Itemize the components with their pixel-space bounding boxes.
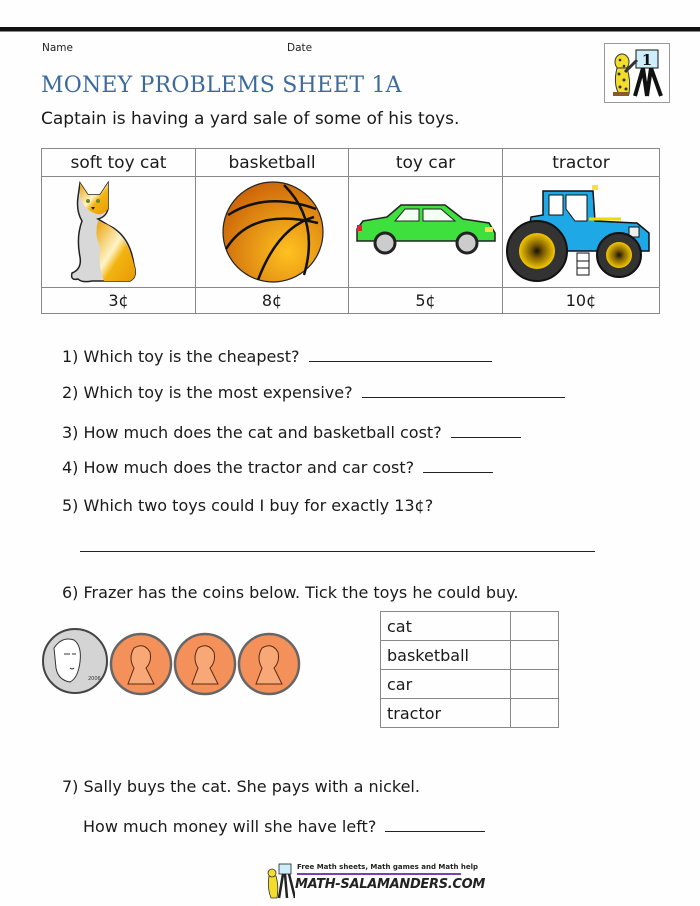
tick-row-label: car <box>381 670 511 699</box>
date-label: Date <box>287 42 313 54</box>
question-7-followup <box>83 817 485 836</box>
question-text: How much money will she have left? <box>83 817 377 836</box>
toy-name-cell: basketball <box>196 149 349 177</box>
tractor-icon <box>503 177 660 287</box>
penny-coin-icon <box>175 634 235 694</box>
question-6 <box>62 583 518 602</box>
tick-row <box>381 612 559 641</box>
question-4 <box>62 458 493 477</box>
question-5 <box>62 496 433 515</box>
tick-row-label: basketball <box>381 641 511 670</box>
question-text: Frazer has the coins below. Tick the toys he could buy. <box>83 583 519 602</box>
page-title: MONEY PROBLEMS SHEET 1A <box>41 73 402 98</box>
question-2 <box>62 383 565 402</box>
salamander-mini-icon <box>265 862 295 900</box>
car-icon <box>349 177 503 287</box>
tick-box[interactable] <box>511 699 559 728</box>
toy-image-cell <box>349 177 503 288</box>
tick-row-label: tractor <box>381 699 511 728</box>
answer-blank-2[interactable] <box>362 383 565 398</box>
answer-blank-5[interactable] <box>80 551 595 552</box>
question-text: Which two toys could I buy for exactly 13¢? <box>83 496 434 515</box>
toy-price-cell: 8¢ <box>196 288 349 314</box>
penny-coin-icon <box>111 634 171 694</box>
footer-divider <box>297 873 461 875</box>
toy-name-cell: toy car <box>349 149 503 177</box>
toy-name-cell: soft toy cat <box>42 149 196 177</box>
question-number: 2) <box>62 383 79 402</box>
question-text: Which toy is the cheapest? <box>83 347 300 366</box>
question-number: 6) <box>62 583 79 602</box>
tick-box[interactable] <box>511 641 559 670</box>
question-text: How much does the tractor and car cost? <box>83 458 415 477</box>
header-rule <box>0 27 700 31</box>
question-number: 7) <box>62 777 79 796</box>
name-label: Name <box>42 42 73 54</box>
intro-text: Captain is having a yard sale of some of his toys. <box>41 109 460 129</box>
answer-blank-3[interactable] <box>451 423 521 438</box>
cat-icon <box>42 177 196 287</box>
tick-box[interactable] <box>511 612 559 641</box>
tick-table <box>380 611 559 728</box>
basketball-icon <box>196 177 349 287</box>
question-number: 1) <box>62 347 79 366</box>
question-7 <box>62 777 420 796</box>
salamander-easel-icon <box>605 44 669 102</box>
grade-logo <box>604 43 670 103</box>
question-3 <box>62 423 521 442</box>
answer-blank-1[interactable] <box>309 347 492 362</box>
footer-site-name: MATH-SALAMANDERS.COM <box>295 877 486 892</box>
question-number: 4) <box>62 458 79 477</box>
question-text: How much does the cat and basketball cost? <box>83 423 442 442</box>
tick-row <box>381 699 559 728</box>
penny-coin-icon <box>239 634 299 694</box>
tick-row <box>381 670 559 699</box>
coins-row <box>40 628 302 696</box>
question-1 <box>62 347 492 366</box>
toy-image-cell <box>503 177 660 288</box>
question-text: Which toy is the most expensive? <box>83 383 353 402</box>
toy-price-cell: 5¢ <box>349 288 503 314</box>
tick-box[interactable] <box>511 670 559 699</box>
nickel-coin-icon <box>43 629 107 693</box>
grade-number: 1 <box>641 51 653 69</box>
footer-logo[interactable] <box>265 862 486 900</box>
toy-image-cell <box>196 177 349 288</box>
answer-blank-4[interactable] <box>423 458 493 473</box>
toy-name-cell: tractor <box>503 149 660 177</box>
question-number: 3) <box>62 423 79 442</box>
question-text: Sally buys the cat. She pays with a nickel. <box>83 777 420 796</box>
toy-price-cell: 3¢ <box>42 288 196 314</box>
toy-image-cell <box>42 177 196 288</box>
tick-row <box>381 641 559 670</box>
toy-price-cell: 10¢ <box>503 288 660 314</box>
question-number: 5) <box>62 496 79 515</box>
answer-blank-7[interactable] <box>385 817 485 832</box>
svg-text:2006: 2006 <box>88 676 101 682</box>
toys-price-table <box>41 148 660 314</box>
tick-row-label: cat <box>381 612 511 641</box>
footer-tagline: Free Math sheets, Math games and Math help <box>297 863 479 871</box>
